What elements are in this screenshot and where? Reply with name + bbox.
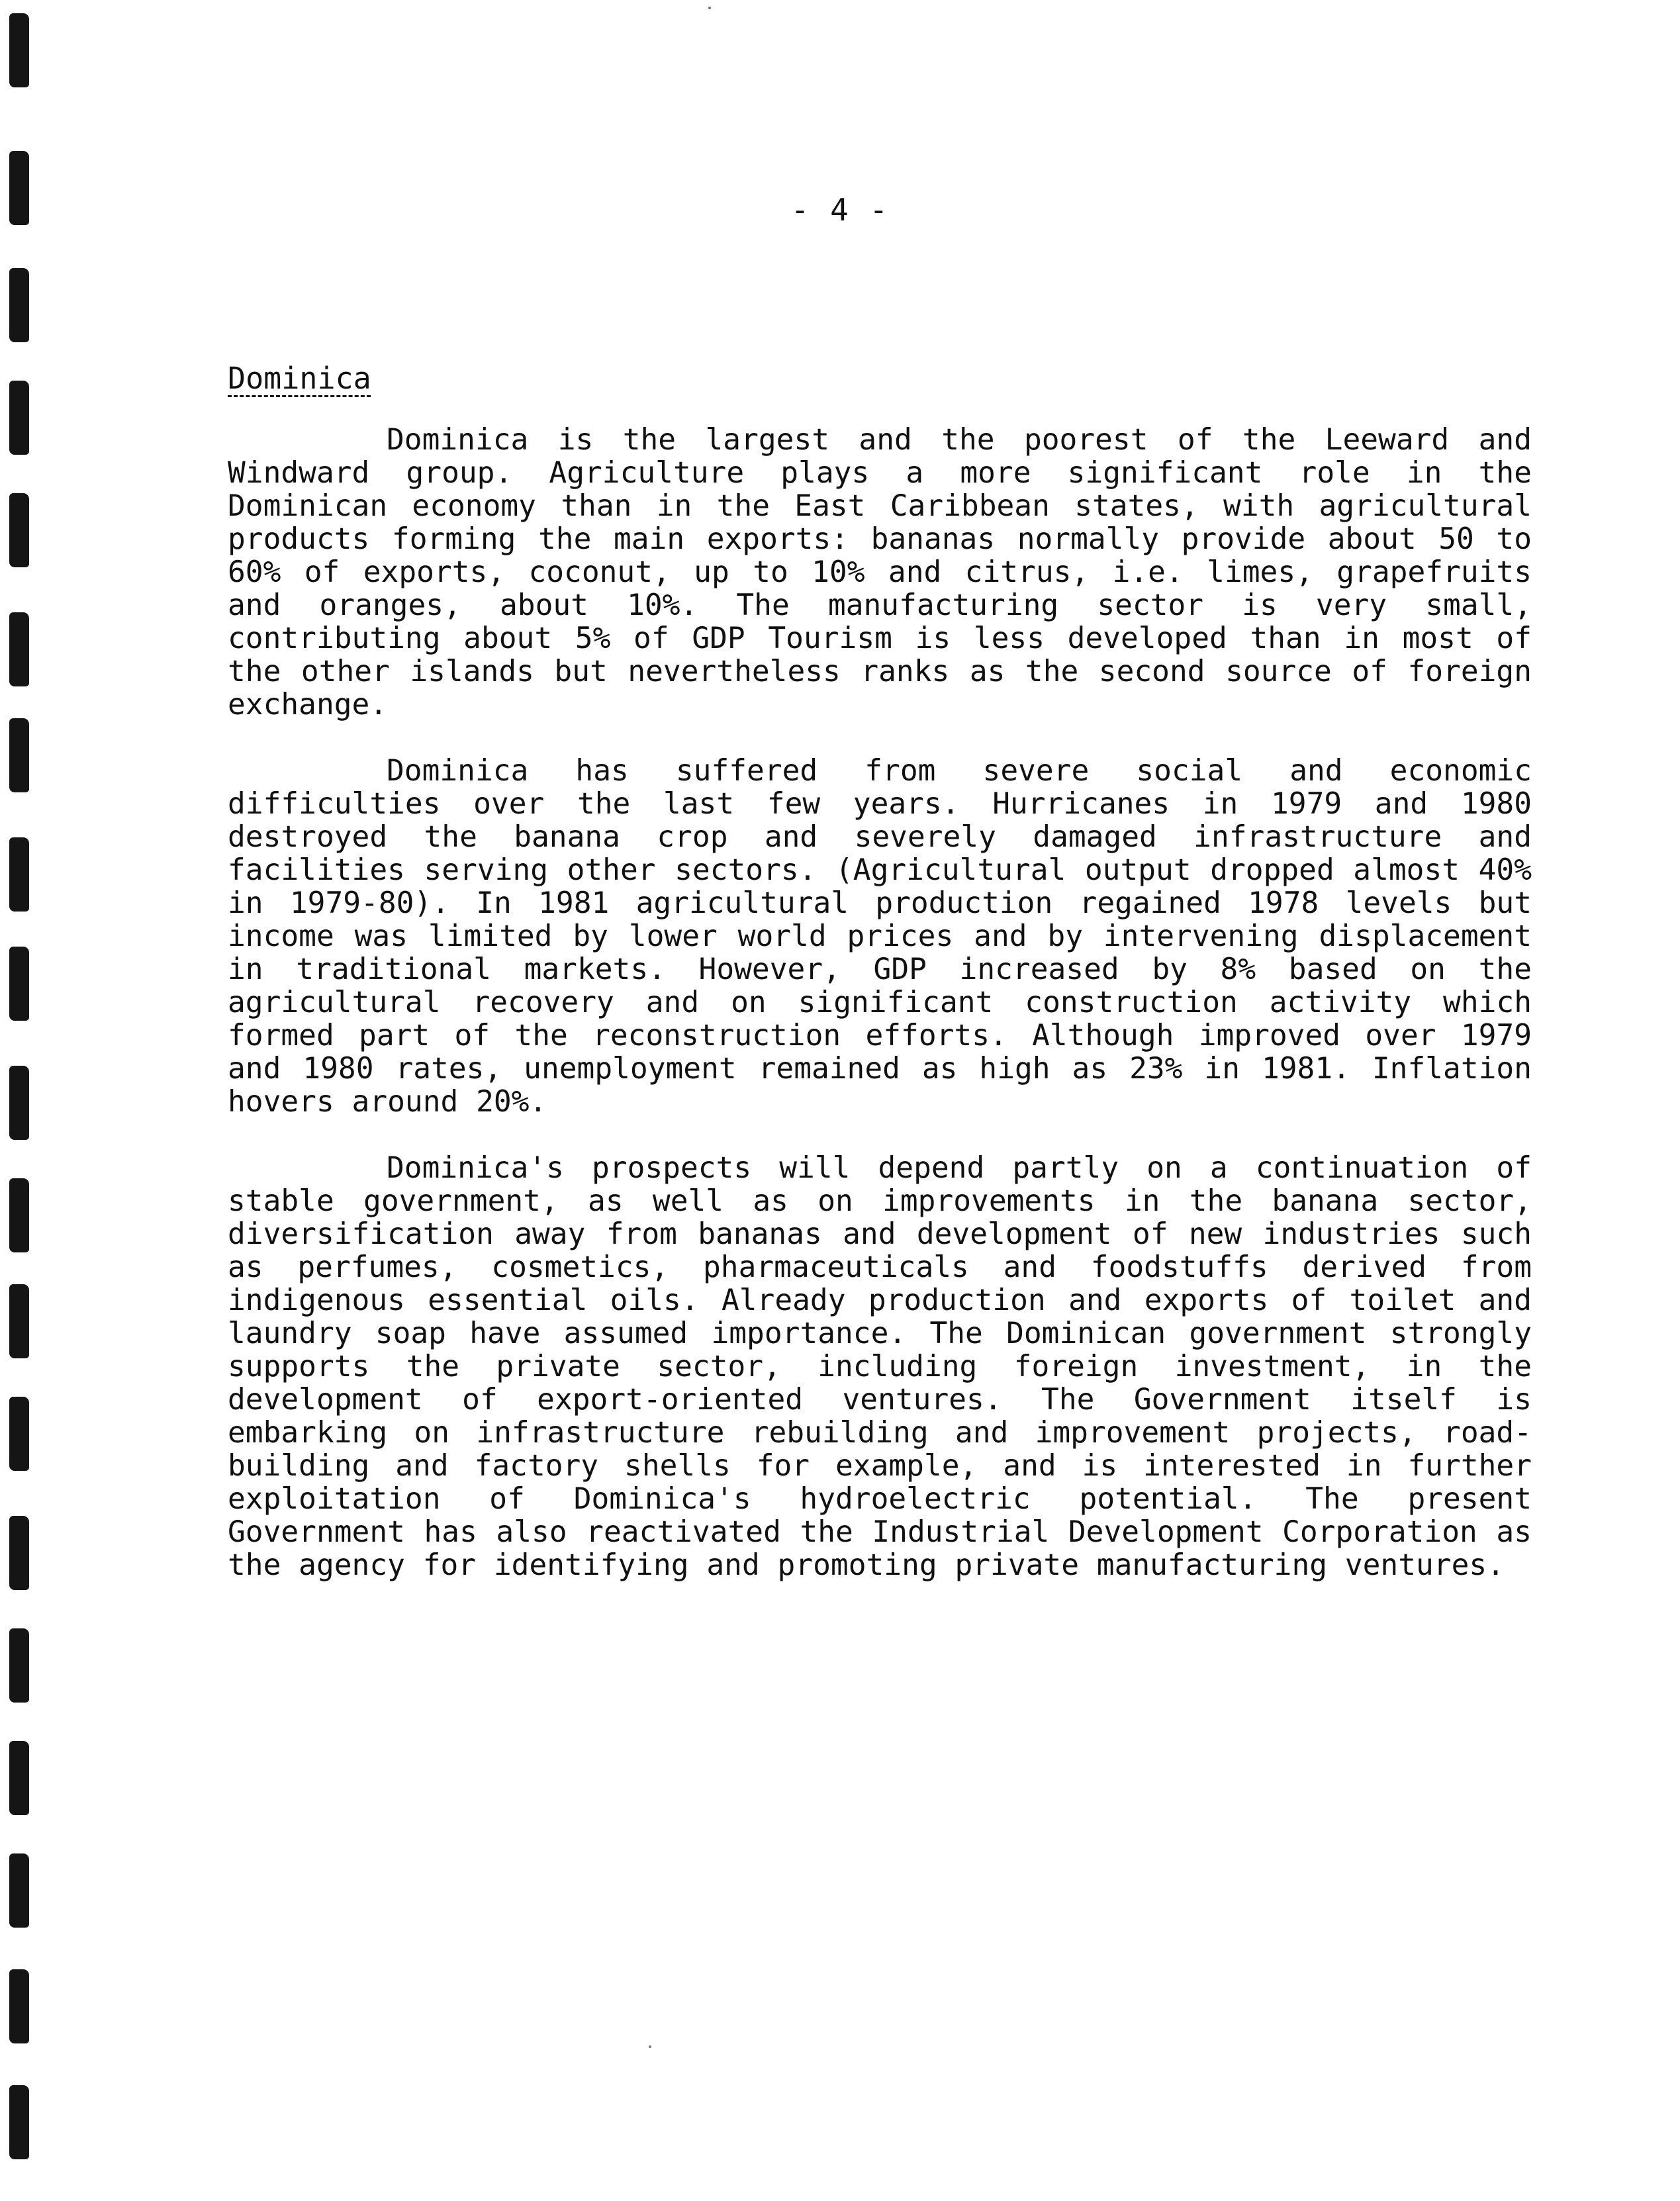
binder-hole: [9, 718, 29, 792]
paragraph: Dominica is the largest and the poorest of the Leeward and Windward group. Agriculture plays a more significant role in the Dominican economy than in the East Caribbean states, with agricultural products forming the main exports: bananas normally provide about 50 to 60% of exports, coconut, up to 10% and citrus, i.e. limes, grapefruits and oranges, about 10%. The manufacturing sector is very small, contributing about 5% of GDP Tourism is less developed than in most of the other islands but nevertheless ranks as the second source of foreign exchange.: [228, 423, 1532, 722]
binder-hole: [9, 1066, 29, 1140]
binder-hole: [9, 1741, 29, 1815]
binder-hole: [9, 268, 29, 342]
binder-hole: [9, 1178, 29, 1252]
binder-hole: [9, 1628, 29, 1703]
binder-hole: [9, 837, 29, 912]
binder-hole: [9, 493, 29, 567]
scan-speck: [649, 2045, 651, 2048]
binder-hole: [9, 381, 29, 455]
section-heading: Dominica: [228, 361, 371, 396]
binder-hole-marks: [9, 0, 36, 2201]
binder-hole: [9, 1969, 29, 2043]
binder-hole: [9, 1284, 29, 1358]
paragraph: Dominica has suffered from severe social and economic difficulties over the last few years. Hurricanes in 1979 and 1980 destroyed the banana crop and severely damaged infrastructure and facilities serving other sectors. (Agricultural output dropped almost 40% in 1979-80). In 1981 agricultural production regained 1978 levels but income was limited by lower world prices and by intervening displacement in traditional markets. However, GDP increased by 8% based on the agricultural recovery and on significant construction activity which formed part of the reconstruction efforts. Although improved over 1979 and 1980 rates, unemployment remained as high as 23% in 1981. Inflation hovers around 20%.: [228, 754, 1532, 1119]
binder-hole: [9, 947, 29, 1021]
binder-hole: [9, 1516, 29, 1590]
binder-hole: [9, 612, 29, 686]
binder-hole: [9, 13, 29, 87]
paragraph: Dominica's prospects will depend partly on a continuation of stable government, as well as on improvements in the banana sector, diversification away from bananas and development of new industries such as perfumes, cosmetics, pharmaceuticals and foodstuffs derived from indigenous essential oils. Already production and exports of toilet and laundry soap have assumed importance. The Dominican government strongly supports the private sector, including foreign investment, in the development of export-oriented ventures. The Government itself is embarking on infrastructure rebuilding and improvement projects, road-building and factory shells for example, and is interested in further exploitation of Dominica's hydroelectric potential. The present Government has also reactivated the Industrial Development Corporation as the agency for identifying and promoting private manufacturing ventures.: [228, 1151, 1532, 1582]
scan-speck: [708, 7, 711, 9]
document-body: [228, 424, 1532, 1615]
binder-hole: [9, 1397, 29, 1471]
binder-hole: [9, 2085, 29, 2159]
binder-hole: [9, 1853, 29, 1928]
page-number: - 4 -: [790, 192, 890, 228]
